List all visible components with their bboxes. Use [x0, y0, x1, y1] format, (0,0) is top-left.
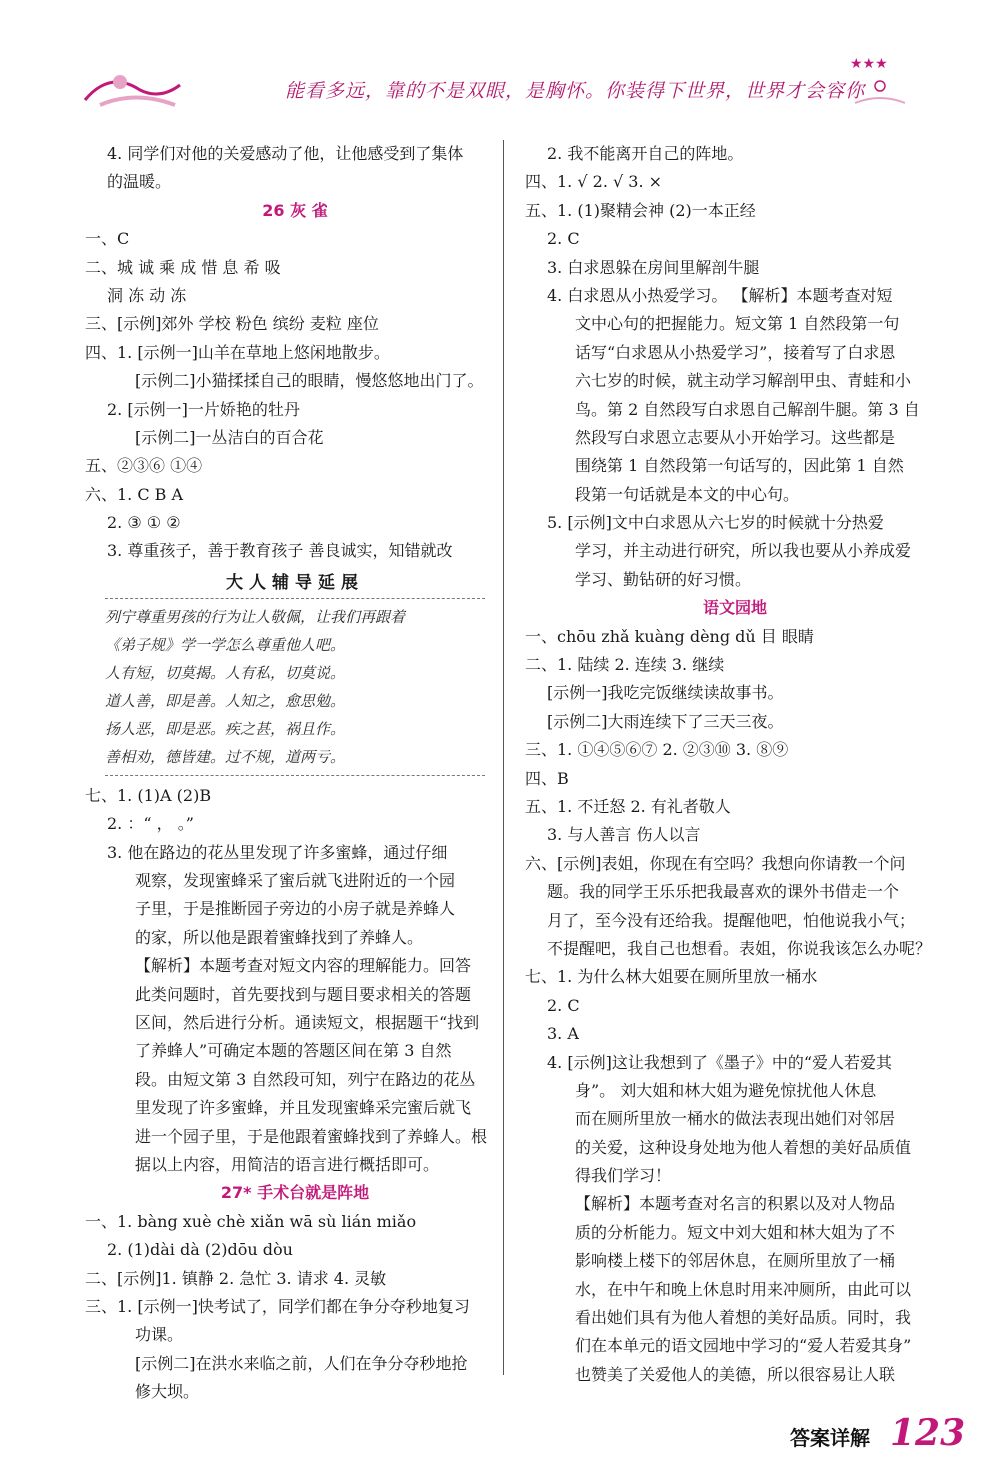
answer-line: 不提醒吧，我自己也想看。表姐，你说我该怎么办呢？ — [547, 938, 932, 958]
answer-line: 话写“白求恩从小热爱学习”，接着写了白求恩 — [575, 342, 896, 362]
answer-line: 学习，并主动进行研究，所以我也要从小养成爱 — [575, 541, 912, 561]
answer-line: 3. 他在路边的花丛里发现了许多蜜蜂，通过仔细 — [107, 842, 448, 862]
answer-line: 围绕第 1 自然段第一句话写的，因此第 1 自然 — [575, 456, 904, 476]
answer-line: 六、[示例]表姐，你现在有空吗？我想向你请教一个问 — [525, 853, 906, 873]
answer-line: 二、城 诚 乘 成 惜 息 希 吸 — [85, 257, 281, 277]
section-title: 26 灰 雀 — [262, 200, 328, 220]
answer-line: 六七岁的时候，就主动学习解剖甲虫、青蛙和小 — [575, 371, 912, 391]
answer-line: 然段写白求恩立志要从小开始学习。这些都是 — [575, 427, 896, 447]
answer-line: 一、chōu zhǎ kuàng dèng dǔ 目 眼睛 — [525, 626, 814, 646]
answer-line: 2. [示例一]一片娇艳的牡丹 — [107, 399, 300, 419]
answer-line: 2. (1)dài dà (2)dōu dòu — [107, 1240, 293, 1260]
answer-line: 影响楼上楼下的邻居休息，在厕所里放了一桶 — [575, 1251, 896, 1271]
right-column — [525, 140, 945, 1389]
logo-icon — [80, 60, 190, 110]
answer-line: 四、B — [525, 768, 569, 788]
answer-line: 四、1. [示例一]山羊在草地上悠闲地散步。 — [85, 342, 390, 362]
answer-line: 七、1. 为什么林大姐要在厕所里放一桶水 — [525, 967, 818, 987]
section-title: 语文园地 — [702, 598, 767, 618]
answer-line: 2. C — [547, 995, 580, 1015]
answer-line: 3. 与人善言 伤人以言 — [547, 825, 701, 845]
answer-line: [示例二]一丛洁白的百合花 — [135, 427, 324, 447]
answer-line: 三、[示例]郊外 学校 粉色 缤纷 麦粒 座位 — [85, 314, 379, 334]
answer-line: 水，在中午和晚上休息时用来冲厕所，由此可以 — [575, 1279, 912, 1299]
answer-line: 六、1. C B A — [85, 484, 184, 504]
answer-line: [示例一]我吃完饭继续读故事书。 — [547, 683, 784, 703]
page-footer — [790, 1412, 990, 1462]
answer-line: 五、1. 不迁怒 2. 有礼者敬人 — [525, 796, 731, 816]
answer-line: 观察，发现蜜蜂采了蜜后就飞进附近的一个园 — [135, 871, 456, 891]
answer-line: 身”。 刘大姐和林大姐为避免惊扰他人休息 — [575, 1080, 877, 1100]
answer-line: 一、C — [85, 229, 130, 249]
answer-line: 4. 白求恩从小热爱学习。 【解析】本题考查对短 — [547, 285, 893, 305]
answer-line: 文中心句的把握能力。短文第 1 自然段第一句 — [575, 314, 900, 334]
answer-line: 子里，于是推断园子旁边的小房子就是养蜂人 — [135, 899, 456, 919]
extension-box — [85, 568, 505, 776]
section-title: 27* 手术台就是阵地 — [220, 1183, 370, 1203]
answer-line: [示例二]大雨连续下了三天三夜。 — [547, 711, 784, 731]
answer-line: 2. ③ ① ② — [107, 513, 181, 533]
star-decoration-icon — [840, 48, 920, 108]
answer-line: 质的分析能力。短文中刘大姐和林大姐为了不 — [575, 1222, 896, 1242]
answer-line: 看出她们具有为他人着想的美好品质。同时，我 — [575, 1308, 912, 1328]
footer-label: 答案详解 — [790, 1426, 870, 1450]
answer-line: 二、1. 陆续 2. 连续 3. 继续 — [525, 655, 725, 675]
answer-line: 三、1. ①④⑤⑥⑦ 2. ②③⑩ 3. ⑧⑨ — [525, 740, 789, 760]
answer-line: 【解析】本题考查对短文内容的理解能力。回答 — [135, 956, 472, 976]
answer-line: 修大坝。 — [135, 1382, 200, 1402]
answer-line: [示例二]小猫揉揉自己的眼睛，慢悠悠地出门了。 — [135, 371, 484, 391]
answer-line: 二、[示例]1. 镇静 2. 急忙 3. 请求 4. 灵敏 — [85, 1268, 387, 1288]
answer-line: [示例二]在洪水来临之前，人们在争分夺秒地抢 — [135, 1353, 468, 1373]
extension-title: 大人辅导延展 — [105, 568, 485, 599]
extension-line: 善相劝，德皆建。过不规，道两亏。 — [105, 747, 346, 766]
answer-line: 此类问题时，首先要找到与题目要求相关的答题 — [135, 984, 472, 1004]
header-motto: 能看多远，靠的不是双眼，是胸怀。你装得下世界，世界才会容你 — [285, 80, 866, 102]
answer-line: 3. 尊重孩子，善于教育孩子 善良诚实，知错就改 — [107, 541, 453, 561]
extension-line: 道人善，即是善。人知之，愈思勉。 — [105, 691, 346, 710]
answer-line: 进一个园子里，于是他跟着蜜蜂找到了养蜂人。根 — [135, 1126, 488, 1146]
extension-line: 扬人恶，即是恶。疾之甚，祸且作。 — [105, 719, 346, 738]
answer-line: 段。由短文第 3 自然段可知，列宁在路边的花丛 — [135, 1069, 476, 1089]
answer-line: 鸟。第 2 自然段写白求恩自己解剖牛腿。第 3 自 — [575, 399, 920, 419]
page-header — [0, 0, 1000, 110]
left-column — [85, 140, 505, 1406]
answer-line: 一、1. bàng xuè chè xiǎn wā sù lián miǎo — [85, 1211, 417, 1231]
answer-line: 2. C — [547, 229, 580, 249]
answer-line: 的家，所以他是跟着蜜蜂找到了养蜂人。 — [135, 927, 424, 947]
answer-line: 5. [示例]文中白求恩从六七岁的时候就十分热爱 — [547, 513, 884, 533]
answer-line: 五、1. (1)聚精会神 (2)一本正经 — [525, 200, 756, 220]
answer-line: 3. 白求恩躲在房间里解剖牛腿 — [547, 257, 760, 277]
answer-line: 的温暖。 — [107, 172, 172, 192]
answer-line: 2. 我不能离开自己的阵地。 — [547, 144, 744, 163]
answer-line: 的关爱，这种设身处地为他人着想的美好品质值 — [575, 1137, 912, 1157]
answer-line: 也赞美了关爱他人的美德，所以很容易让人联 — [575, 1364, 896, 1384]
answer-line: 了养蜂人”可确定本题的答题区间在第 3 自然 — [135, 1041, 452, 1061]
answer-line: 2. ：“ ， 。” — [107, 814, 194, 834]
answer-line: 三、1. [示例一]快考试了，同学们都在争分夺秒地复习 — [85, 1296, 470, 1316]
answer-line: 【解析】本题考查对名言的积累以及对人物品 — [575, 1194, 896, 1214]
answer-line: 得我们学习！ — [575, 1166, 672, 1186]
answer-line: 学习、勤钻研的好习惯。 — [575, 569, 752, 589]
answer-line: 4. 同学们对他的关爱感动了他，让他感受到了集体 — [107, 144, 464, 163]
answer-line: 功课。 — [135, 1325, 184, 1345]
answer-line: 题。我的同学王乐乐把我最喜欢的课外书借走一个 — [547, 882, 900, 902]
answer-line: 4. [示例]这让我想到了《墨子》中的“爱人若爱其 — [547, 1052, 893, 1072]
page-number: 123 — [890, 1412, 966, 1454]
answer-line: 段第一句话就是本文的中心句。 — [575, 484, 800, 504]
answer-line: 而在厕所里放一桶水的做法表现出她们对邻居 — [575, 1109, 896, 1129]
answer-line: 五、②③⑥ ①④ — [85, 456, 203, 476]
column-divider — [503, 140, 504, 1375]
extension-line: 《弟子规》学一学怎么尊重他人吧。 — [105, 635, 346, 654]
answer-line: 月了，至今没有还给我。提醒他吧，怕他说我小气； — [547, 910, 916, 930]
answer-line: 据以上内容，用简洁的语言进行概括即可。 — [135, 1154, 440, 1174]
answer-line: 3. A — [547, 1024, 579, 1044]
answer-line: 四、1. √ 2. √ 3. × — [525, 172, 663, 192]
answer-line: 们在本单元的语文园地中学习的“爱人若爱其身” — [575, 1336, 912, 1356]
svg-text:★★★: ★★★ — [850, 56, 888, 72]
extension-line: 列宁尊重男孩的行为让人敬佩，让我们再跟着 — [105, 607, 406, 626]
answer-line: 洞 冻 动 冻 — [107, 285, 187, 305]
extension-line: 人有短，切莫揭。人有私，切莫说。 — [105, 663, 346, 682]
answer-line: 区间，然后进行分析。通读短文，根据题干“找到 — [135, 1012, 480, 1032]
answer-line: 里发现了许多蜜蜂，并且发现蜜蜂采完蜜后就飞 — [135, 1098, 472, 1118]
answer-line: 七、1. (1)A (2)B — [85, 785, 212, 805]
